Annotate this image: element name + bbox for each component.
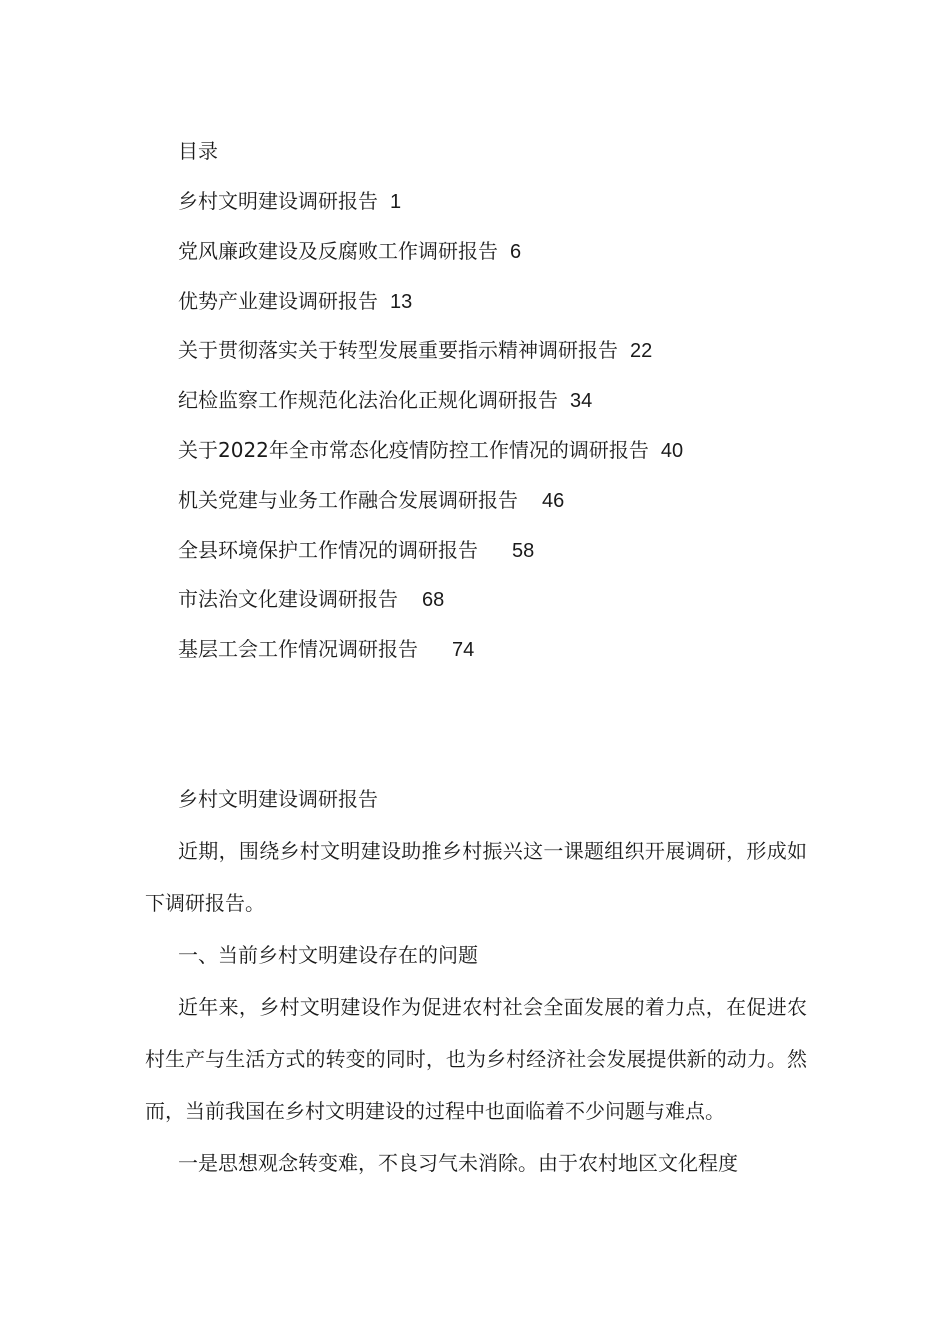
toc-item-label: 机关党建与业务工作融合发展调研报告 <box>178 487 518 512</box>
toc-item-label: 关于2022年全市常态化疫情防控工作情况的调研报告 <box>178 437 649 462</box>
toc-item-label: 关于贯彻落实关于转型发展重要指示精神调研报告 <box>178 338 618 363</box>
toc-item-label: 优势产业建设调研报告 <box>178 288 378 313</box>
document-title: 乡村文明建设调研报告 <box>178 787 378 811</box>
toc-item-label: 市法治文化建设调研报告 <box>178 587 398 612</box>
document-body <box>145 784 807 1189</box>
toc-item-label: 基层工会工作情况调研报告 <box>178 637 418 662</box>
toc-item-page: 68 <box>422 589 445 612</box>
toc-item-page: 1 <box>390 191 402 213</box>
toc-item[interactable] <box>178 584 683 634</box>
toc-item-page: 58 <box>512 539 535 562</box>
toc-item-page: 34 <box>570 390 593 413</box>
toc-item-label: 党风廉政建设及反腐败工作调研报告 <box>178 238 498 263</box>
toc-item-label: 纪检监察工作规范化法治化正规化调研报告 <box>178 388 558 413</box>
toc-item-page: 6 <box>510 240 522 263</box>
intro-paragraph: 近期，围绕乡村文明建设助推乡村振兴这一课题组织开展调研，形成如下调研报告。 <box>145 839 807 915</box>
toc-item-page: 40 <box>660 439 684 462</box>
point-paragraph: 一是思想观念转变难，不良习气未消除。由于农村地区文化程度 <box>178 1151 738 1175</box>
toc-item[interactable] <box>178 286 683 336</box>
toc-item-page: 13 <box>390 290 413 313</box>
toc-item[interactable] <box>178 435 683 485</box>
toc-title: 目录 <box>178 139 218 163</box>
toc-item[interactable] <box>178 335 683 385</box>
toc-item[interactable] <box>178 485 683 535</box>
section-heading: 一、当前乡村文明建设存在的问题 <box>178 943 478 967</box>
toc-item[interactable] <box>178 385 683 435</box>
toc-item-page: 46 <box>542 489 565 512</box>
toc-item[interactable] <box>178 186 683 236</box>
toc-item[interactable] <box>178 236 683 286</box>
toc-item-page: 22 <box>630 340 653 363</box>
toc-item[interactable] <box>178 535 683 585</box>
toc-item[interactable] <box>178 634 683 684</box>
toc-item-label: 乡村文明建设调研报告 <box>178 189 378 213</box>
toc-item-page: 74 <box>452 639 475 662</box>
toc-item-label: 全县环境保护工作情况的调研报告 <box>178 537 478 562</box>
table-of-contents <box>178 186 683 684</box>
section-paragraph: 近年来，乡村文明建设作为促进农村社会全面发展的着力点，在促进农村生产与生活方式的转变的同时，也为乡村经济社会发展提供新的动力。然而，当前我国在乡村文明建设的过程中也面临着不少问题与难点。 <box>145 995 807 1123</box>
